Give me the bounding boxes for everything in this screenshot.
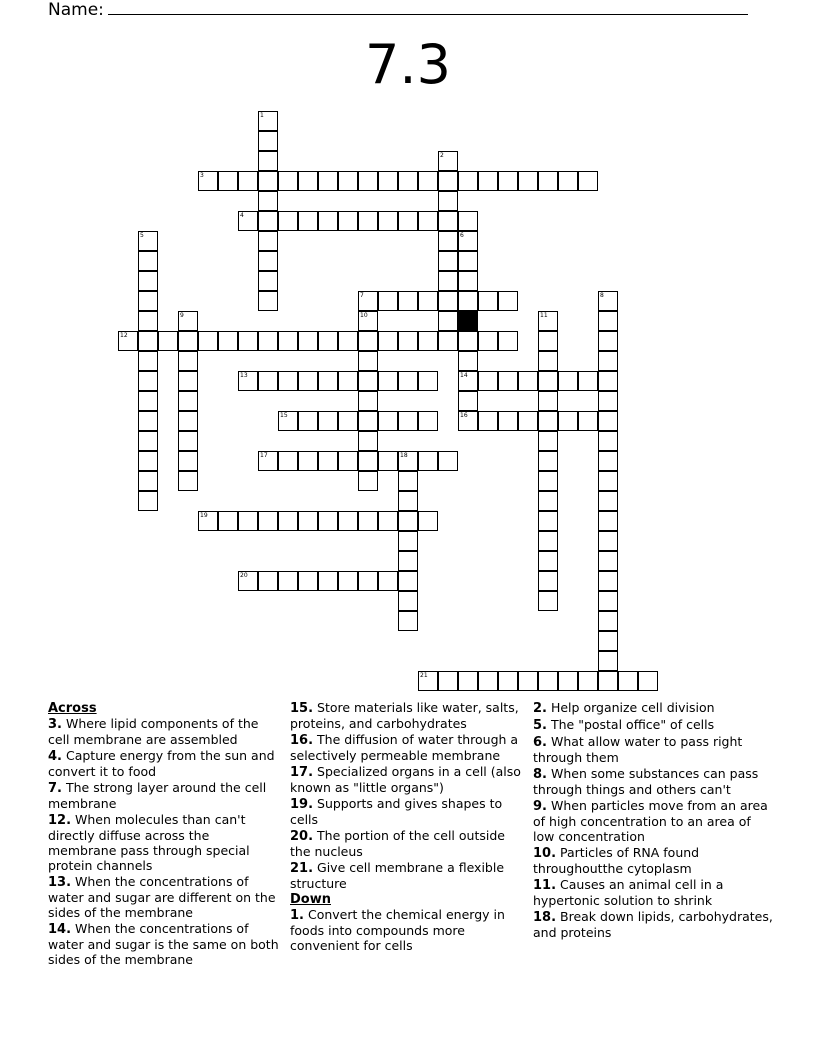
- grid-cell[interactable]: [298, 511, 318, 531]
- grid-cell[interactable]: [458, 411, 478, 431]
- grid-cell[interactable]: [358, 411, 378, 431]
- clue-down-1: 1. Convert the chemical energy in foods into compounds more convenient for cells: [290, 907, 505, 953]
- grid-cell[interactable]: [598, 611, 618, 631]
- grid-cell[interactable]: [398, 551, 418, 571]
- grid-cell[interactable]: [518, 671, 538, 691]
- grid-cell[interactable]: [258, 191, 278, 211]
- grid-cell[interactable]: [138, 291, 158, 311]
- grid-cell[interactable]: [318, 451, 338, 471]
- grid-cell[interactable]: [478, 171, 498, 191]
- clue-number: 13: [240, 372, 248, 379]
- clue-down-6: 6. What allow water to pass right through them: [533, 734, 743, 765]
- grid-cell[interactable]: [258, 511, 278, 531]
- grid-cell[interactable]: [518, 371, 538, 391]
- grid-cell[interactable]: [278, 511, 298, 531]
- clue-across-15: 15. Store materials like water, salts, proteins, and carbohydrates: [290, 700, 519, 731]
- grid-cell[interactable]: [418, 671, 438, 691]
- grid-cell[interactable]: [538, 371, 558, 391]
- grid-cell[interactable]: [338, 451, 358, 471]
- grid-cell[interactable]: [178, 391, 198, 411]
- grid-cell[interactable]: [358, 331, 378, 351]
- grid-cell[interactable]: [158, 331, 178, 351]
- grid-cell[interactable]: [378, 511, 398, 531]
- grid-cell[interactable]: [238, 511, 258, 531]
- clue-across-19: 19. Supports and gives shapes to cells: [290, 796, 503, 827]
- grid-cell[interactable]: [418, 511, 438, 531]
- grid-cell[interactable]: [218, 171, 238, 191]
- grid-cell[interactable]: [458, 351, 478, 371]
- grid-cell[interactable]: [598, 291, 618, 311]
- clue-across-17: 17. Specialized organs in a cell (also known as "little organs"): [290, 764, 521, 795]
- grid-cell[interactable]: [538, 171, 558, 191]
- grid-cell[interactable]: [598, 511, 618, 531]
- grid-cell[interactable]: [298, 371, 318, 391]
- grid-cell[interactable]: [438, 291, 458, 311]
- grid-cell[interactable]: [458, 291, 478, 311]
- grid-cell[interactable]: [478, 371, 498, 391]
- grid-cell[interactable]: [478, 411, 498, 431]
- grid-cell[interactable]: [498, 671, 518, 691]
- grid-cell[interactable]: [278, 331, 298, 351]
- grid-cell[interactable]: [618, 671, 638, 691]
- grid-cell[interactable]: [178, 371, 198, 391]
- clue-number: 10: [360, 312, 368, 319]
- grid-cell[interactable]: [578, 411, 598, 431]
- grid-cell[interactable]: [398, 211, 418, 231]
- clue-down-5: 5. The "postal office" of cells: [533, 717, 715, 733]
- grid-cell[interactable]: [298, 571, 318, 591]
- grid-cell[interactable]: [398, 491, 418, 511]
- grid-cell[interactable]: [178, 351, 198, 371]
- grid-cell[interactable]: [138, 431, 158, 451]
- clue-number: 14: [460, 372, 468, 379]
- grid-cell[interactable]: [538, 411, 558, 431]
- clue-number: 1: [260, 112, 264, 119]
- grid-cell[interactable]: [298, 451, 318, 471]
- across-header: Across: [48, 701, 97, 716]
- grid-cell[interactable]: [178, 431, 198, 451]
- grid-cell[interactable]: [258, 231, 278, 251]
- grid-cell[interactable]: [598, 651, 618, 671]
- grid-cell[interactable]: [338, 371, 358, 391]
- grid-cell[interactable]: [538, 591, 558, 611]
- grid-cell[interactable]: [178, 471, 198, 491]
- grid-cell[interactable]: [298, 331, 318, 351]
- grid-cell[interactable]: [418, 291, 438, 311]
- grid-cell[interactable]: [138, 471, 158, 491]
- grid-cell[interactable]: [258, 291, 278, 311]
- grid-cell[interactable]: [298, 171, 318, 191]
- clue-number: 20: [240, 572, 248, 579]
- grid-cell[interactable]: [338, 571, 358, 591]
- down-header: Down: [290, 892, 331, 907]
- grid-cell[interactable]: [218, 331, 238, 351]
- grid-cell[interactable]: [598, 351, 618, 371]
- grid-cell[interactable]: [318, 571, 338, 591]
- grid-cell[interactable]: [138, 451, 158, 471]
- grid-cell[interactable]: [538, 311, 558, 331]
- grid-cell[interactable]: [478, 671, 498, 691]
- grid-cell[interactable]: [418, 411, 438, 431]
- clue-number: 7: [360, 292, 364, 299]
- grid-cell[interactable]: [258, 111, 278, 131]
- grid-cell[interactable]: [558, 371, 578, 391]
- grid-cell[interactable]: [138, 371, 158, 391]
- grid-cell[interactable]: [138, 311, 158, 331]
- grid-cell[interactable]: [438, 251, 458, 271]
- grid-cell[interactable]: [438, 191, 458, 211]
- grid-cell[interactable]: [138, 491, 158, 511]
- grid-cell[interactable]: [258, 211, 278, 231]
- grid-cell[interactable]: [358, 471, 378, 491]
- grid-cell[interactable]: [578, 671, 598, 691]
- clue-number: 4: [240, 212, 244, 219]
- grid-cell[interactable]: [358, 391, 378, 411]
- grid-cell[interactable]: [238, 171, 258, 191]
- grid-cell[interactable]: [418, 171, 438, 191]
- grid-cell[interactable]: [138, 391, 158, 411]
- grid-cell[interactable]: [438, 151, 458, 171]
- clue-number: 12: [120, 332, 128, 339]
- grid-cell[interactable]: [358, 351, 378, 371]
- grid-cell[interactable]: [538, 531, 558, 551]
- grid-cell[interactable]: [598, 411, 618, 431]
- grid-cell[interactable]: [138, 231, 158, 251]
- grid-cell[interactable]: [538, 451, 558, 471]
- grid-cell[interactable]: [598, 491, 618, 511]
- grid-cell[interactable]: [278, 571, 298, 591]
- grid-cell[interactable]: [338, 511, 358, 531]
- grid-cell[interactable]: [258, 271, 278, 291]
- grid-cell[interactable]: [498, 411, 518, 431]
- clue-column-3: [533, 700, 773, 941]
- clue-across-21: 21. Give cell membrane a flexible structure: [290, 860, 505, 891]
- grid-cell[interactable]: [538, 671, 558, 691]
- clue-number: 6: [460, 232, 464, 239]
- clue-number: 5: [140, 232, 144, 239]
- grid-cell[interactable]: [478, 331, 498, 351]
- grid-cell[interactable]: [238, 371, 258, 391]
- grid-cell[interactable]: [538, 391, 558, 411]
- grid-cell[interactable]: [378, 171, 398, 191]
- grid-cell[interactable]: [538, 431, 558, 451]
- grid-cell[interactable]: [238, 331, 258, 351]
- grid-cell[interactable]: [178, 451, 198, 471]
- grid-cell[interactable]: [178, 411, 198, 431]
- grid-cell[interactable]: [598, 371, 618, 391]
- clue-down-10: 10. Particles of RNA found throughoutthe cytoplasm: [533, 845, 700, 876]
- grid-cell[interactable]: [538, 551, 558, 571]
- grid-cell[interactable]: [598, 331, 618, 351]
- grid-cell[interactable]: [138, 331, 158, 351]
- grid-cell[interactable]: [118, 331, 138, 351]
- grid-cell[interactable]: [398, 171, 418, 191]
- clue-down-8: 8. When some substances can pass through things and others can't: [533, 766, 759, 797]
- clue-number: 15: [280, 412, 288, 419]
- grid-cell[interactable]: [438, 231, 458, 251]
- grid-cell[interactable]: [598, 451, 618, 471]
- grid-cell[interactable]: [518, 411, 538, 431]
- grid-cell[interactable]: [438, 171, 458, 191]
- grid-cell[interactable]: [458, 211, 478, 231]
- grid-cell[interactable]: [198, 511, 218, 531]
- clue-column-2: [290, 700, 522, 954]
- grid-cell[interactable]: [178, 331, 198, 351]
- clue-column-1: [48, 700, 280, 968]
- grid-cell[interactable]: [498, 331, 518, 351]
- grid-cell[interactable]: [398, 511, 418, 531]
- grid-cell[interactable]: [258, 131, 278, 151]
- puzzle-title: 7.3: [365, 33, 451, 96]
- clue-down-9: 9. When particles move from an area of high concentration to an area of low concentration: [533, 798, 768, 844]
- grid-cell[interactable]: [218, 511, 238, 531]
- grid-cell-black: [458, 311, 478, 331]
- grid-cell[interactable]: [398, 331, 418, 351]
- grid-cell[interactable]: [538, 491, 558, 511]
- grid-cell[interactable]: [438, 271, 458, 291]
- clue-across-4: 4. Capture energy from the sun and convert it to food: [48, 748, 275, 779]
- grid-cell[interactable]: [418, 331, 438, 351]
- grid-cell[interactable]: [298, 211, 318, 231]
- grid-cell[interactable]: [458, 671, 478, 691]
- grid-cell[interactable]: [398, 371, 418, 391]
- grid-cell[interactable]: [138, 351, 158, 371]
- grid-cell[interactable]: [138, 251, 158, 271]
- grid-cell[interactable]: [438, 671, 458, 691]
- grid-cell[interactable]: [358, 451, 378, 471]
- grid-cell[interactable]: [278, 411, 298, 431]
- grid-cell[interactable]: [558, 411, 578, 431]
- grid-cell[interactable]: [538, 351, 558, 371]
- grid-cell[interactable]: [318, 211, 338, 231]
- grid-cell[interactable]: [378, 571, 398, 591]
- grid-cell[interactable]: [358, 371, 378, 391]
- grid-cell[interactable]: [638, 671, 658, 691]
- grid-cell[interactable]: [258, 331, 278, 351]
- grid-cell[interactable]: [538, 471, 558, 491]
- grid-cell[interactable]: [238, 211, 258, 231]
- grid-cell[interactable]: [598, 671, 618, 691]
- grid-cell[interactable]: [358, 171, 378, 191]
- grid-cell[interactable]: [378, 411, 398, 431]
- grid-cell[interactable]: [418, 371, 438, 391]
- grid-cell[interactable]: [498, 371, 518, 391]
- grid-cell[interactable]: [518, 171, 538, 191]
- grid-cell[interactable]: [538, 571, 558, 591]
- grid-cell[interactable]: [598, 431, 618, 451]
- grid-cell[interactable]: [578, 171, 598, 191]
- grid-cell[interactable]: [198, 331, 218, 351]
- clue-number: 11: [540, 312, 548, 319]
- grid-cell[interactable]: [598, 631, 618, 651]
- grid-cell[interactable]: [338, 331, 358, 351]
- grid-cell[interactable]: [318, 371, 338, 391]
- grid-cell[interactable]: [458, 371, 478, 391]
- grid-cell[interactable]: [598, 591, 618, 611]
- grid-cell[interactable]: [258, 171, 278, 191]
- grid-cell[interactable]: [358, 511, 378, 531]
- grid-cell[interactable]: [278, 451, 298, 471]
- grid-cell[interactable]: [398, 451, 418, 471]
- clue-number: 8: [600, 292, 604, 299]
- clue-across-14: 14. When the concentrations of water and sugar is the same on both sides of the membrane: [48, 921, 279, 967]
- grid-cell[interactable]: [238, 571, 258, 591]
- grid-cell[interactable]: [398, 611, 418, 631]
- grid-cell[interactable]: [378, 451, 398, 471]
- clue-number: 16: [460, 412, 468, 419]
- grid-cell[interactable]: [358, 211, 378, 231]
- grid-cell[interactable]: [438, 331, 458, 351]
- grid-cell[interactable]: [318, 411, 338, 431]
- grid-cell[interactable]: [578, 371, 598, 391]
- grid-cell[interactable]: [378, 291, 398, 311]
- clue-number: 9: [180, 312, 184, 319]
- grid-cell[interactable]: [338, 211, 358, 231]
- grid-cell[interactable]: [558, 671, 578, 691]
- grid-cell[interactable]: [458, 391, 478, 411]
- grid-cell[interactable]: [498, 291, 518, 311]
- grid-cell[interactable]: [398, 571, 418, 591]
- grid-cell[interactable]: [258, 251, 278, 271]
- grid-cell[interactable]: [178, 311, 198, 331]
- grid-cell[interactable]: [498, 171, 518, 191]
- clue-number: 17: [260, 452, 268, 459]
- grid-cell[interactable]: [598, 311, 618, 331]
- grid-cell[interactable]: [258, 451, 278, 471]
- clue-across-16: 16. The diffusion of water through a selectively permeable membrane: [290, 732, 519, 763]
- grid-cell[interactable]: [598, 471, 618, 491]
- clue-across-20: 20. The portion of the cell outside the nucleus: [290, 828, 505, 859]
- grid-cell[interactable]: [398, 531, 418, 551]
- grid-cell[interactable]: [478, 291, 498, 311]
- grid-cell[interactable]: [398, 411, 418, 431]
- clue-down-2: 2. Help organize cell division: [533, 700, 715, 716]
- grid-cell[interactable]: [358, 571, 378, 591]
- clue-across-13: 13. When the concentrations of water and sugar are different on the sides of the membrane: [48, 874, 276, 920]
- grid-cell[interactable]: [378, 211, 398, 231]
- grid-cell[interactable]: [138, 271, 158, 291]
- grid-cell[interactable]: [258, 571, 278, 591]
- grid-cell[interactable]: [458, 251, 478, 271]
- grid-cell[interactable]: [278, 171, 298, 191]
- grid-cell[interactable]: [538, 331, 558, 351]
- grid-cell[interactable]: [318, 171, 338, 191]
- grid-cell[interactable]: [298, 411, 318, 431]
- grid-cell[interactable]: [258, 151, 278, 171]
- clue-across-7: 7. The strong layer around the cell membrane: [48, 780, 267, 811]
- grid-cell[interactable]: [438, 311, 458, 331]
- clue-number: 21: [420, 672, 428, 679]
- grid-cell[interactable]: [318, 331, 338, 351]
- grid-cell[interactable]: [278, 211, 298, 231]
- grid-cell[interactable]: [418, 451, 438, 471]
- clue-number: 2: [440, 152, 444, 159]
- grid-cell[interactable]: [318, 511, 338, 531]
- grid-cell[interactable]: [398, 591, 418, 611]
- grid-cell[interactable]: [338, 171, 358, 191]
- grid-cell[interactable]: [438, 211, 458, 231]
- grid-cell[interactable]: [358, 311, 378, 331]
- grid-cell[interactable]: [538, 511, 558, 531]
- grid-cell[interactable]: [458, 231, 478, 251]
- grid-cell[interactable]: [198, 171, 218, 191]
- grid-cell[interactable]: [598, 391, 618, 411]
- name-label: Name:: [48, 0, 104, 20]
- grid-cell[interactable]: [558, 171, 578, 191]
- grid-cell[interactable]: [378, 331, 398, 351]
- grid-cell[interactable]: [258, 371, 278, 391]
- clue-across-12: 12. When molecules than can't directly diffuse across the membrane pass through special protein channels: [48, 812, 250, 873]
- grid-cell[interactable]: [398, 471, 418, 491]
- grid-cell[interactable]: [278, 371, 298, 391]
- grid-cell[interactable]: [458, 171, 478, 191]
- grid-cell[interactable]: [458, 331, 478, 351]
- clue-number: 18: [400, 452, 408, 459]
- grid-cell[interactable]: [338, 411, 358, 431]
- clue-down-18: 18. Break down lipids, carbohydrates, and proteins: [533, 909, 773, 940]
- grid-cell[interactable]: [358, 291, 378, 311]
- grid-cell[interactable]: [398, 291, 418, 311]
- clue-across-3: 3. Where lipid components of the cell membrane are assembled: [48, 716, 259, 747]
- grid-cell[interactable]: [378, 371, 398, 391]
- grid-cell[interactable]: [418, 211, 438, 231]
- grid-cell[interactable]: [138, 411, 158, 431]
- grid-cell[interactable]: [598, 571, 618, 591]
- grid-cell[interactable]: [358, 431, 378, 451]
- clue-down-11: 11. Causes an animal cell in a hypertonic solution to shrink: [533, 877, 724, 908]
- clue-number: 19: [200, 512, 208, 519]
- grid-cell[interactable]: [598, 551, 618, 571]
- grid-cell[interactable]: [458, 271, 478, 291]
- grid-cell[interactable]: [598, 531, 618, 551]
- grid-cell[interactable]: [438, 451, 458, 471]
- clue-number: 3: [200, 172, 204, 179]
